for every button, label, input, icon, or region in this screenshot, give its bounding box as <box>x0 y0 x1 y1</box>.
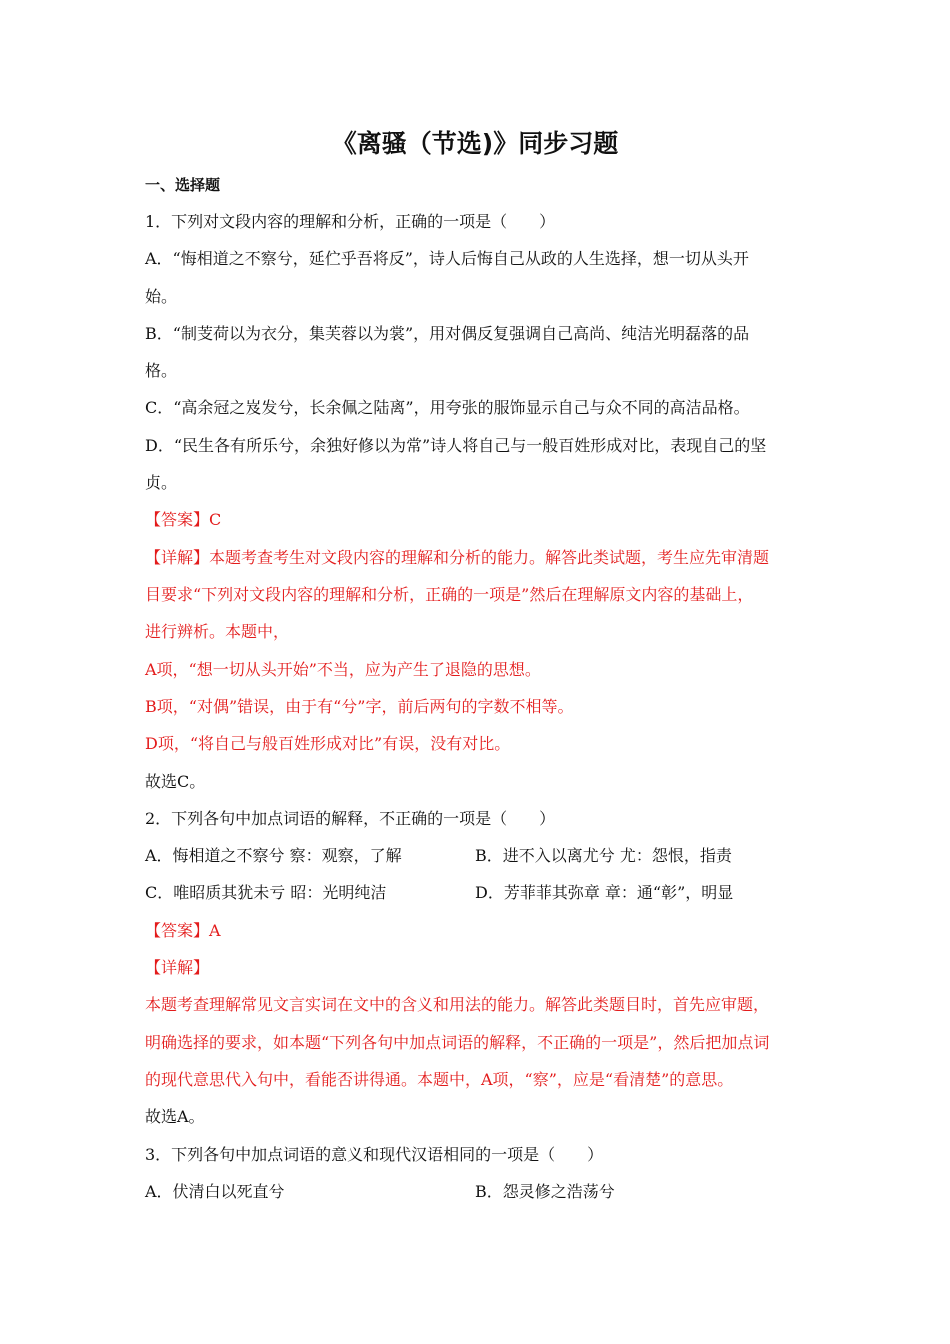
q2-conclusion: 故选A。 <box>145 1107 205 1126</box>
q1-option-c: C．“高余冠之岌发兮，长余佩之陆离”，用夸张的服饰显示自己与众不同的高洁品格。 <box>145 398 750 417</box>
q1-detail-5: B项，“对偶”错误，由于有“兮”字，前后两句的字数不相等。 <box>145 697 574 716</box>
q1-detail-1: 【详解】本题考查考生对文段内容的理解和分析的能力。解答此类试题，考生应先审清题 <box>145 548 770 567</box>
q2-detail-1: 本题考查理解常见文言实词在文中的含义和用法的能力。解答此类题目时，首先应审题， <box>145 995 770 1014</box>
q1-detail-3: 进行辨析。本题中， <box>145 622 290 641</box>
q1-option-d: D．“民生各有所乐兮，余独好修以为常”诗人将自己与一般百姓形成对比，表现自己的坚 <box>145 436 767 455</box>
section-heading: 一、选择题 <box>145 176 221 194</box>
q2-options-row-1 <box>145 845 815 867</box>
q1-option-a: A．“悔相道之不察兮，延伫乎吾将反”，诗人后悔自己从政的人生选择，想一切从头开 <box>145 249 749 268</box>
q2-answer: 【答案】A <box>145 921 221 940</box>
q1-detail-2: 目要求“下列对文段内容的理解和分析，正确的一项是”然后在理解原文内容的基础上， <box>145 585 754 604</box>
question-3-stem: 3．下列各句中加点词语的意义和现代汉语相同的一项是（ ） <box>145 1145 604 1164</box>
q1-answer: 【答案】C <box>145 510 222 529</box>
page-title: 《离骚（节选)》同步习题 <box>331 129 619 158</box>
q2-option-a: A．悔相道之不察兮 察：观察，了解 <box>145 846 402 865</box>
q1-option-a-cont: 始。 <box>145 287 178 306</box>
q2-detail-2: 明确选择的要求，如本题“下列各句中加点词语的解释，不正确的一项是”，然后把加点词 <box>145 1033 770 1052</box>
question-2-stem: 2．下列各句中加点词语的解释，不正确的一项是（ ） <box>145 809 556 828</box>
q1-option-b: B．“制芰荷以为衣分，集芙蓉以为裳”，用对偶反复强调自己高尚、纯洁光明磊落的品 <box>145 324 750 343</box>
question-1-stem: 1．下列对文段内容的理解和分析，正确的一项是（ ） <box>145 212 556 231</box>
q3-option-a: A．伏清白以死直兮 <box>145 1182 285 1201</box>
q1-option-d-cont: 贞。 <box>145 473 178 492</box>
q3-option-b: B．怨灵修之浩荡兮 <box>475 1182 615 1201</box>
q1-option-b-cont: 格。 <box>145 361 178 380</box>
q3-options-row-1 <box>145 1181 815 1203</box>
q2-option-b: B．进不入以离尤兮 尤：怨恨，指责 <box>475 846 732 865</box>
q2-option-c: C．唯昭质其犹未亏 昭：光明纯洁 <box>145 883 387 902</box>
q1-detail-6: D项，“将自己与般百姓形成对比”有误，没有对比。 <box>145 734 511 753</box>
q1-detail-4: A项，“想一切从头开始”不当，应为产生了退隐的思想。 <box>145 660 541 679</box>
q2-detail-label: 【详解】 <box>145 958 210 977</box>
q2-option-d: D．芳菲菲其弥章 章：通“彰”，明显 <box>475 883 734 902</box>
q2-detail-3: 的现代意思代入句中，看能否讲得通。本题中，A项，“察”，应是“看清楚”的意思。 <box>145 1070 734 1089</box>
q2-options-row-2 <box>145 882 815 904</box>
q1-conclusion: 故选C。 <box>145 772 206 791</box>
